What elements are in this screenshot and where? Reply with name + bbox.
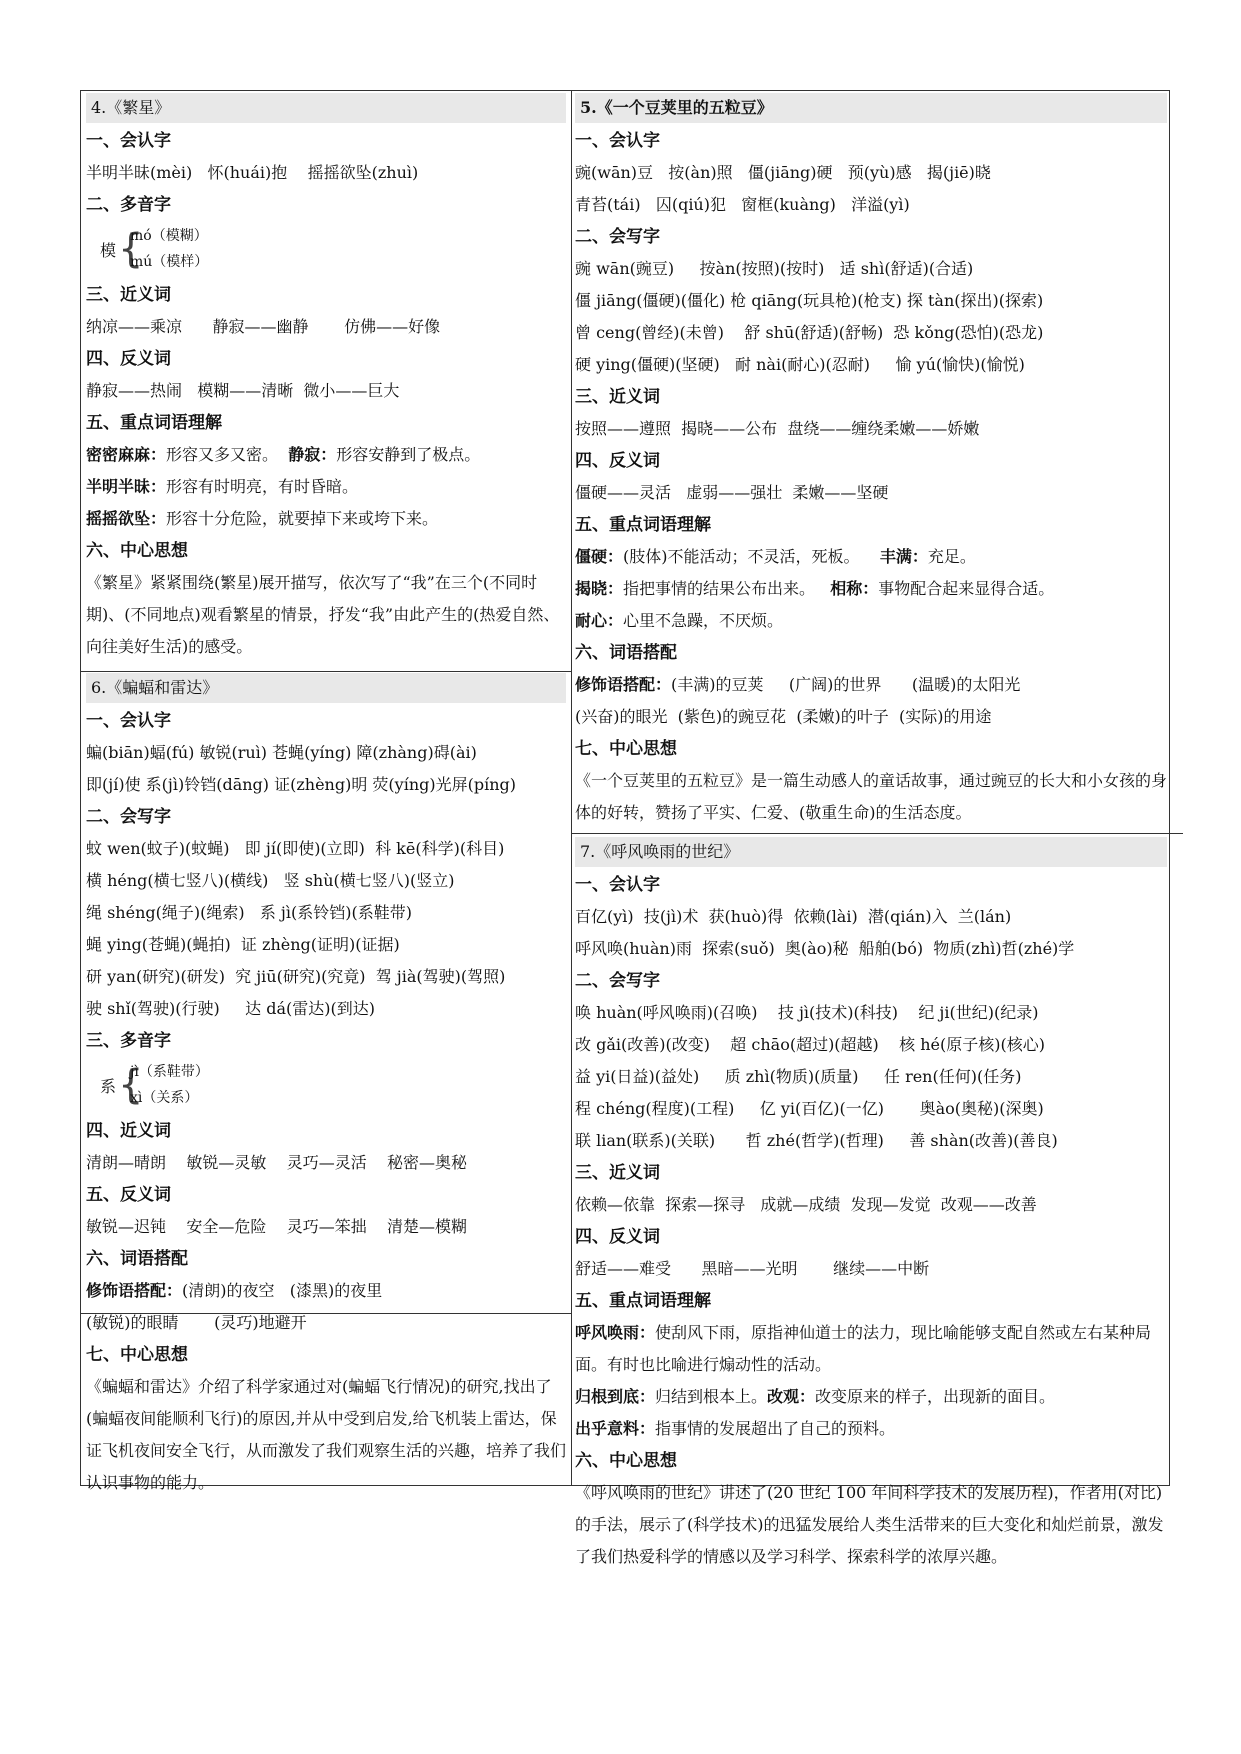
- text-line: 半明半昧(mèi) 怀(huái)抱 摇摇欲坠(zhuì): [86, 163, 419, 182]
- text-line: 僵硬——灵活 虚弱——强壮 柔嫩——坚硬: [575, 483, 889, 502]
- brace-icon: {: [118, 1062, 144, 1108]
- definition: (肢体)不能活动；不灵活，死板。: [623, 547, 880, 566]
- heading: 五、反义词: [86, 1185, 171, 1205]
- section-4: [86, 93, 566, 663]
- definition-line: [575, 1413, 1167, 1445]
- text-line: 静寂——热闹 模糊——清晰 微小——巨大: [86, 381, 400, 400]
- heading: 二、会写字: [575, 227, 660, 247]
- text-line: 程 chéng(程度)(工程) 亿 yi(百亿)(一亿) 奥ào(奥秘)(深奥): [575, 1099, 1044, 1118]
- section-title: 5.《一个豆荚里的五粒豆》: [575, 93, 1167, 123]
- polyphone-reading: mú（模样）: [130, 254, 209, 270]
- heading: 一、会认字: [575, 131, 660, 151]
- row-divider: [81, 671, 571, 672]
- heading: 五、重点词语理解: [575, 515, 711, 535]
- text-line: 改 gǎi(改善)(改变) 超 chāo(超过)(超越) 核 hé(原子核)(核心): [575, 1035, 1045, 1054]
- notes-table: [80, 90, 1170, 1566]
- term: 密密麻麻：: [86, 445, 167, 464]
- text-line: 青苔(tái) 囚(qiú)犯 窗框(kuàng) 洋溢(yì): [575, 195, 910, 214]
- text-line: 蚊 wen(蚊子)(蚊蝇) 即 jí(即使)(立即) 科 kē(科学)(科目): [86, 839, 505, 858]
- text-line: 豌 wān(豌豆) 按àn(按照)(按时) 适 shì(舒适)(合适): [575, 259, 974, 278]
- term: 改观：: [767, 1387, 816, 1406]
- polyphone-reading: jì（系鞋带）: [130, 1064, 209, 1080]
- section-title: 6.《蝙蝠和雷达》: [86, 673, 566, 703]
- heading: 六、词语搭配: [575, 643, 677, 663]
- definition: 使刮风下雨，原指神仙道士的法力，现比喻能够支配自然或左右某种局面。有时也比喻进行煽动性的活动。: [575, 1323, 1152, 1374]
- definition-line: [86, 471, 566, 503]
- column-divider: [571, 91, 572, 1485]
- term: 修饰语搭配：: [575, 675, 672, 694]
- polyphone-char: 系: [100, 1077, 117, 1096]
- section-7: [575, 837, 1167, 1573]
- heading: 六、中心思想: [575, 1451, 677, 1471]
- definition-line: [86, 503, 566, 535]
- heading: 三、近义词: [575, 387, 660, 407]
- heading: 三、近义词: [575, 1163, 660, 1183]
- section-title: 4.《繁星》: [86, 93, 566, 123]
- text-line: 僵 jiāng(僵硬)(僵化) 枪 qiāng(玩具枪)(枪支) 探 tàn(探出)(探索): [575, 291, 1044, 310]
- definition-line: [575, 1381, 1167, 1413]
- heading: 七、中心思想: [575, 739, 677, 759]
- text-line: 即(jí)使 系(jì)铃铛(dāng) 证(zhèng)明 荧(yíng)光屏(píng): [86, 775, 517, 794]
- text-line: 豌(wān)豆 按(àn)照 僵(jiāng)硬 预(yù)感 揭(jiē)晓: [575, 163, 991, 182]
- heading: 二、会写字: [575, 971, 660, 991]
- text-line: 百亿(yì) 技(jì)术 获(huò)得 依赖(lài) 潜(qián)入 兰(lán): [575, 907, 1012, 926]
- term: 修饰语搭配：: [86, 1281, 183, 1300]
- polyphone-brace: [86, 221, 566, 279]
- text-line: 蝇 ying(苍蝇)(蝇拍) 证 zhèng(证明)(证据): [86, 935, 400, 954]
- definition: 归结到根本上。: [655, 1387, 768, 1406]
- definition: 形容又多又密。: [166, 445, 284, 464]
- heading: 一、会认字: [86, 131, 171, 151]
- collocation: (清朗)的夜空 (漆黑)的夜里: [182, 1281, 383, 1300]
- text-line: 清朗—晴朗 敏锐—灵敏 灵巧—灵活 秘密—奥秘: [86, 1153, 468, 1172]
- term: 丰满：: [879, 547, 928, 566]
- text-line: 绳 shéng(绳子)(绳索) 系 jì(系铃铛)(系鞋带): [86, 903, 412, 922]
- heading: 六、中心思想: [86, 541, 188, 561]
- text-line: 硬 ying(僵硬)(坚硬) 耐 nài(耐心)(忍耐) 愉 yú(愉快)(愉悦): [575, 355, 1025, 374]
- definition: 形容十分危险，就要掉下来或垮下来。: [166, 509, 439, 528]
- definition: 形容安静到了极点。: [336, 445, 481, 464]
- term: 摇摇欲坠：: [86, 509, 167, 528]
- definition: 改变原来的样子，出现新的面目。: [815, 1387, 1056, 1406]
- text-line: 益 yi(日益)(益处) 质 zhì(物质)(质量) 任 ren(任何)(任务): [575, 1067, 1022, 1086]
- term: 半明半昧：: [86, 477, 167, 496]
- term: 呼风唤雨：: [575, 1323, 656, 1342]
- heading: 四、近义词: [86, 1121, 171, 1141]
- heading: 四、反义词: [575, 1227, 660, 1247]
- heading: 二、会写字: [86, 807, 171, 827]
- definition: 指事情的发展超出了自己的预料。: [655, 1419, 896, 1438]
- definition: 指把事情的结果公布出来。: [623, 579, 831, 598]
- text-line: 联 lian(联系)(关联) 哲 zhé(哲学)(哲理) 善 shàn(改善)(善良): [575, 1131, 1058, 1150]
- section-5: [575, 93, 1167, 829]
- heading: 一、会认字: [86, 711, 171, 731]
- heading: 三、近义词: [86, 285, 171, 305]
- term: 僵硬：: [575, 547, 624, 566]
- definition-line: [86, 439, 566, 471]
- polyphone-char: 模: [100, 241, 117, 260]
- text-line: 唤 huàn(呼风唤雨)(召唤) 技 jì(技术)(科技) 纪 ji(世纪)(纪录): [575, 1003, 1039, 1022]
- term: 归根到底：: [575, 1387, 656, 1406]
- definition: 充足。: [927, 547, 976, 566]
- term: 揭晓：: [575, 579, 624, 598]
- text-line: 呼风唤(huàn)雨 探索(suǒ) 奥(ào)秘 船舶(bó) 物质(zhì)哲(zhé)学: [575, 939, 1075, 958]
- definition-line: [575, 541, 1167, 573]
- term: 相称：: [830, 579, 879, 598]
- term: 静寂：: [288, 445, 337, 464]
- text-line: 按照——遵照 揭晓——公布 盘绕——缠绕柔嫩——娇嫩: [575, 419, 980, 438]
- heading: 五、重点词语理解: [86, 413, 222, 433]
- text-line: (敏锐)的眼睛 (灵巧)地避开: [86, 1313, 307, 1332]
- definition: 事物配合起来显得合适。: [878, 579, 1055, 598]
- definition: 心里不急躁，不厌烦。: [623, 611, 784, 630]
- text-line: [575, 669, 1167, 701]
- term: 出乎意料：: [575, 1419, 656, 1438]
- theme-paragraph: 《呼风唤雨的世纪》讲述了(20 世纪 100 年间科学技术的发展历程)，作者用(对比)的手法，展示了(科学技术)的迅猛发展给人类生活带来的巨大变化和灿烂前景，激发了我们热爱科学的情感以及学习科学、探索科学的浓厚兴趣。: [575, 1483, 1164, 1566]
- text-line: 横 héng(横七竖八)(横线) 竖 shù(横七竖八)(竖立): [86, 871, 455, 890]
- text-line: 研 yan(研究)(研发) 究 jiū(研究)(究竟) 驾 jià(驾驶)(驾照): [86, 967, 506, 986]
- text-line: 曾 ceng(曾经)(未曾) 舒 shū(舒适)(舒畅) 恐 kǒng(恐怕)(恐龙): [575, 323, 1044, 342]
- heading: 四、反义词: [575, 451, 660, 471]
- definition-paragraph: [575, 1317, 1167, 1381]
- theme-paragraph: 《繁星》紧紧围绕(繁星)展开描写，依次写了“我”在三个(不同时期)、(不同地点)观看繁星的情景，抒发“我”由此产生的(热爱自然、向往美好生活)的感受。: [86, 573, 560, 656]
- heading: 六、词语搭配: [86, 1249, 188, 1269]
- heading: 七、中心思想: [86, 1345, 188, 1365]
- brace-icon: {: [118, 226, 144, 272]
- collocation: (丰满)的豆荚 (广阔)的世界 (温暖)的太阳光: [671, 675, 1021, 694]
- definition: 形容有时明亮，有时昏暗。: [166, 477, 359, 496]
- theme-paragraph: 《蝙蝠和雷达》介绍了科学家通过对(蝙蝠飞行情况)的研究,找出了(蝙蝠夜间能顺利飞行)的原因,并从中受到启发,给飞机装上雷达，保证飞机夜间安全飞行，从而激发了我们观察生活的兴趣，培养了我们认识事物的能力。: [86, 1377, 567, 1492]
- polyphone-reading: xì（关系）: [130, 1090, 199, 1106]
- section-6: [86, 673, 566, 1499]
- definition-line: [575, 573, 1167, 605]
- text-line: (兴奋)的眼光 (紫色)的豌豆花 (柔嫩)的叶子 (实际)的用途: [575, 707, 992, 726]
- text-line: 敏锐—迟钝 安全—危险 灵巧—笨拙 清楚—模糊: [86, 1217, 468, 1236]
- text-line: 依赖—依靠 探索—探寻 成就—成绩 发现—发觉 改观——改善: [575, 1195, 1037, 1214]
- text-line: [86, 1275, 566, 1307]
- term: 耐心：: [575, 611, 624, 630]
- polyphone-brace: [86, 1057, 566, 1115]
- definition-line: [575, 605, 1167, 637]
- section-title: 7.《呼风唤雨的世纪》: [575, 837, 1167, 867]
- heading: 四、反义词: [86, 349, 171, 369]
- text-line: 蝙(biān)蝠(fú) 敏锐(ruì) 苍蝇(yíng) 障(zhàng)碍(ài): [86, 743, 477, 762]
- theme-paragraph: 《一个豆荚里的五粒豆》是一篇生动感人的童话故事，通过豌豆的长大和小女孩的身体的好转，赞扬了平实、仁爱、(敬重生命)的生活态度。: [575, 771, 1168, 822]
- text-line: 舒适——难受 黑暗——光明 继续——中断: [575, 1259, 930, 1278]
- row-divider: [571, 833, 1183, 834]
- heading: 一、会认字: [575, 875, 660, 895]
- heading: 三、多音字: [86, 1031, 171, 1051]
- heading: 二、多音字: [86, 195, 171, 215]
- heading: 五、重点词语理解: [575, 1291, 711, 1311]
- polyphone-reading: mó（模糊）: [130, 228, 208, 244]
- text-line: 纳凉——乘凉 静寂——幽静 仿佛——好像: [86, 317, 441, 336]
- text-line: 驶 shǐ(驾驶)(行驶) 达 dá(雷达)(到达): [86, 999, 375, 1018]
